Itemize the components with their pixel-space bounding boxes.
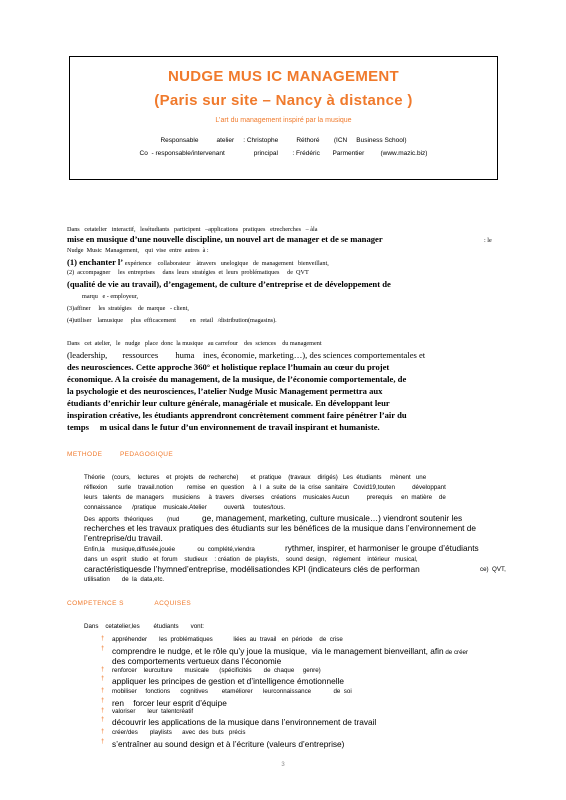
methode-line-10b: ce) QVT, (480, 566, 506, 573)
bullet-icon: † (101, 636, 105, 642)
intro-line-1: Dans cetatelier interactif, lesétudiants participent –applications pratiques etrecherches – àla (67, 226, 318, 233)
bullet-icon: † (101, 729, 105, 735)
methode-line-11: utilisation de la data,etc. (84, 576, 165, 583)
para2-line-6: étudiants d’enrichir leur culture générale, managériale et musicale. En développant leur (67, 398, 390, 408)
competence-text-tail: de créer (443, 649, 469, 656)
competence-item (101, 739, 512, 749)
competence-item (101, 688, 512, 695)
intro-line-2: mise en musique d’une nouvelle discipline, un nouvel art de manager et de se manager (67, 234, 383, 244)
course-location: (Paris sur site – Nancy à distance ) (154, 92, 413, 109)
bullet-icon: † (101, 688, 105, 694)
methode-line-6: recherches et les travaux pratiques des étudiants sur les bénéfices de la musique dans l’environnement de (84, 523, 477, 533)
bullet-icon: † (101, 698, 105, 704)
para2-line-5: la psychologie et des neurosciences, l’atelier Nudge Music Management permettra aux (67, 386, 383, 396)
methode-line-1: Théorie (cours, lectures et projets de recherche) et pratique (travaux dirigés) Les étudiants mènent une (84, 474, 427, 481)
methode-line-5a: Des apports théoriques (nud (84, 516, 180, 523)
competences-intro: Dans cetatelier,les étudiants vont: (84, 623, 205, 630)
bullet-icon: † (101, 667, 105, 673)
para2-line-7: inspiration créative, les étudiants apprendront concrètement comment faire pénétrer l’air du (67, 410, 407, 420)
intro-line-2-tail: : le (484, 237, 492, 244)
competence-text: créer/des playlists avec des buts précis (112, 729, 246, 736)
para2-line-8: temps m usical dans le futur d’un environnement de travail inspirant et humaniste. (67, 422, 380, 432)
bullet-icon: † (101, 708, 105, 714)
header-box (69, 56, 498, 180)
para2-line-3: des neurosciences. Cette approche 360° et holistique replace l’humain au cœur du projet (67, 362, 390, 372)
responsable-line: Responsable atelier : Christophe Réthoré (ICN Business School) (160, 137, 407, 144)
section-heading-methode: METHODE PEDAGOGIQUE (67, 451, 174, 458)
intro-item-2: (2) accompagner les entreprises dans leurs stratégies et leurs problématiques de QVT (67, 269, 309, 276)
competence-item (101, 717, 512, 727)
competence-item (101, 729, 512, 736)
competence-text: des comportements vertueux dans l’économie (112, 656, 282, 666)
coresponsable-line: Co - responsable/intervenant principal : Frédéric Parmentier (www.mazic.biz) (139, 150, 428, 157)
methode-line-9: dans un esprit studio et forum studieux : création de playlists, sound design, réglement intérieur musical, (84, 556, 418, 563)
methode-line-8a: Enfin,la musique,diffusée,jouée ou complété,viendra (84, 546, 255, 553)
para2-line-2: (leadership, ressources huma ines, économie, marketing…), des sciences comportementales et (67, 350, 426, 360)
competence-text: comprendre le nudge, et le rôle qu’y joue la musique, via le management bienveillant, afin (112, 646, 444, 656)
competence-text: renforcer leurculture musicale (spécificités de chaque genre) (112, 667, 321, 674)
bullet-icon: † (101, 717, 105, 723)
methode-line-3: leurs talents de managers musiciens à travers diverses créations musicales Aucun prerequis en matière de (84, 494, 446, 501)
competence-item (101, 708, 512, 715)
page-number: 3 (281, 762, 285, 768)
methode-line-4: connaissance /pratique musicale.Atelier ouvertà toutes/tous. (84, 504, 286, 511)
bullet-icon: † (101, 676, 105, 682)
intro-item-2b: (qualité de vie au travail), d’engagement, de culture d’entreprise et de développement de (67, 279, 391, 289)
competence-text: ren forcer leur esprit d’équipe (112, 698, 227, 708)
intro-item-3: (3)affiner les stratégies de marque - client, (67, 305, 189, 312)
intro-item-1-lead: (1) enchanter l’ (67, 257, 125, 267)
intro-line-3: Nudge Music Management, qui vise entre autres à : (67, 247, 209, 254)
competence-text: s’entraîner au sound design et à l’écriture (valeurs d’entreprise) (112, 739, 345, 749)
competence-item (101, 698, 512, 708)
competence-text: appréhender les problématiques liées au travail en période de crise (112, 636, 343, 643)
section-heading-competences: COMPETENCE S ACQUISES (67, 600, 192, 607)
competence-text: appliquer les principes de gestion et d’intelligence émotionnelle (112, 676, 345, 686)
competence-text: découvrir les applications de la musique dans l’environnement de travail (112, 717, 377, 727)
bullet-icon: † (101, 739, 105, 745)
methode-line-5b: ge, management, marketing, culture musicale…) viendront soutenir les (202, 513, 463, 523)
intro-item-4: (4)utiliser lamusique plus efficacement en retail /distribution(magasins). (67, 317, 277, 324)
course-title: NUDGE MUS IC MANAGEMENT (167, 68, 400, 85)
course-tagline: L’art du management inspiré par la musique (215, 117, 352, 124)
competence-item (101, 636, 512, 643)
bullet-icon: † (101, 646, 105, 652)
competence-text: mobiliser fonctions cognitives etaméliorer leurconnaissance de soi (112, 688, 352, 695)
competence-item (101, 646, 512, 656)
competence-item (112, 656, 512, 666)
competence-item (101, 676, 512, 686)
intro-item-2c: marqu e - employeur, (82, 293, 139, 300)
methode-line-8b: rythmer, inspirer, et harmoniser le groupe d’étudiants (285, 543, 479, 553)
methode-line-2: réflexion surle travail.notion remise en question à l a suite de la crise sanitaire Covid19,touten développant (84, 484, 446, 491)
para2-line-4: économique. A la croisée du management, de la musique, de l’économie comportementale, de (67, 374, 407, 384)
competence-text: valoriser leur talentcréatif (112, 708, 194, 715)
para2-line-1: Dans cet atelier, le nudge place donc la musique au carrefour des sciences du management (67, 340, 322, 347)
competence-item (101, 667, 512, 674)
methode-line-10a: caractéristiquesde l’hymned’entreprise, modélisationdes KPI (indicateurs clés de performan (84, 564, 420, 574)
methode-line-7: l’entreprise/du travail. (84, 533, 163, 543)
intro-item-1-rest: expérience collaborateur àtravers unelogique de management bienveillant, (124, 260, 329, 267)
